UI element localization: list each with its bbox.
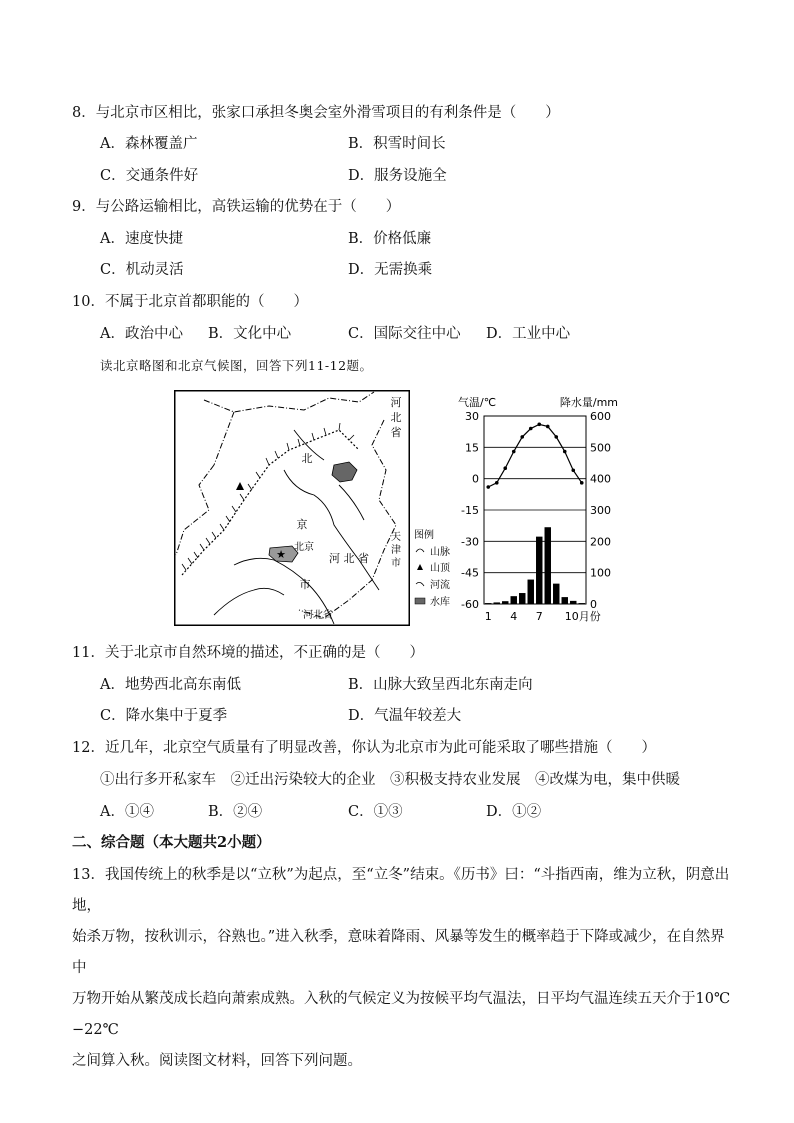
legend-river: 河流	[430, 580, 450, 591]
question-11-stem: 11．关于北京市自然环境的描述，不正确的是（ ）	[72, 645, 424, 661]
temp-point	[546, 425, 550, 429]
precip-bar	[579, 603, 585, 604]
precip-bar	[502, 601, 508, 604]
q9-option-a[interactable]: A．速度快捷	[100, 231, 183, 247]
temp-point	[486, 485, 490, 489]
question-13-text	[72, 860, 732, 1077]
temp-point	[529, 427, 533, 431]
temp-point	[512, 450, 516, 454]
precip-bar	[545, 527, 551, 604]
question-9-stem: 9．与公路运输相比，高铁运输的优势在于（ ）	[72, 199, 401, 215]
map-label-he: 河	[390, 396, 402, 409]
capital-star-icon: ★	[276, 548, 286, 561]
temp-tick-label: 30	[465, 410, 479, 423]
map-label-jin: 津	[391, 545, 401, 556]
q11-option-d[interactable]: D．气温年较差大	[348, 708, 462, 724]
q12-measures: ①出行多开私家车 ②迁出污染较大的企业 ③积极支持农业发展 ④改煤为电，集中供暖	[100, 772, 680, 788]
q13-line-1: 13．我国传统上的秋季是以“立秋”为起点，至“立冬”结束。《历书》曰：“斗指西南，维为立秋，阴意出地，	[72, 867, 730, 914]
map-label-sheng-top: 省	[390, 426, 402, 439]
precip-bar	[553, 584, 559, 604]
temp-tick-label: -45	[461, 566, 479, 580]
map-label-hebei-mid: 河 北 省	[329, 552, 369, 565]
precip-bar	[562, 597, 568, 604]
section-2-heading: 二、综合题（本大题共2小题）	[72, 834, 271, 851]
temp-tick-label: 0	[472, 472, 479, 486]
x-tick-label: 1	[484, 610, 492, 623]
precip-tick-label: 500	[590, 441, 611, 455]
x-tick-label: 10月份	[564, 610, 601, 623]
temp-point	[495, 481, 499, 485]
legend-peak-icon	[417, 564, 423, 570]
river-icon	[416, 582, 424, 586]
q13-line-3: 万物开始从繁茂成长趋向萧索成熟。入秋的气候定义为按候平均气温法，日平均气温连续五天介于10℃−22℃	[72, 991, 731, 1038]
q8-option-a[interactable]: A．森林覆盖广	[100, 136, 198, 152]
x-tick-label: 7	[535, 610, 543, 623]
reservoir-icon	[415, 598, 425, 604]
temp-point	[571, 469, 575, 473]
precip-bar	[519, 593, 525, 604]
precip-axis-label: 降水量/mm	[559, 396, 618, 409]
legend-mountain: 山脉	[430, 547, 450, 558]
legend-peak: 山顶	[430, 563, 450, 574]
precip-bar	[494, 602, 500, 604]
q8-option-c[interactable]: C．交通条件好	[100, 168, 199, 184]
map-label-tian: 天	[391, 532, 401, 543]
q10-option-a[interactable]: A．政治中心	[100, 326, 183, 342]
temp-point	[554, 435, 558, 439]
q11-option-b[interactable]: B．山脉大致呈西北东南走向	[348, 677, 533, 693]
x-tick-label: 4	[510, 610, 518, 623]
precip-tick-label: 300	[590, 504, 611, 517]
temp-point	[503, 466, 507, 470]
temp-tick-label: -60	[461, 598, 479, 611]
map-label-shi-tj: 市	[391, 558, 401, 569]
q12-option-b[interactable]: B．②④	[208, 804, 263, 820]
q9-option-d[interactable]: D．无需换乘	[348, 262, 433, 278]
precip-tick-label: 600	[590, 410, 611, 423]
precip-bar	[511, 596, 517, 604]
q10-option-b[interactable]: B．文化中心	[208, 326, 292, 342]
map-label-beijing: 北京	[294, 542, 314, 553]
map-label-shi: 市	[299, 578, 311, 591]
temp-tick-label: -15	[461, 504, 479, 517]
temp-tick-label: 15	[465, 441, 479, 455]
precip-tick-label: 100	[590, 566, 611, 580]
q10-option-d[interactable]: D．工业中心	[486, 326, 571, 342]
temp-point	[563, 450, 567, 454]
q8-option-d[interactable]: D．服务设施全	[348, 168, 447, 184]
q9-option-c[interactable]: C．机动灵活	[100, 262, 184, 278]
figure-intro: 读北京略图和北京气候图，回答下列11-12题。	[100, 358, 373, 373]
precip-bar	[536, 537, 542, 604]
precip-bar	[485, 603, 491, 604]
q13-line-2: 始杀万物，按秋训示，谷熟也。”进入秋季，意味着降雨、风暴等发生的概率趋于下降或减少，在自然界中	[72, 929, 725, 976]
q9-option-b[interactable]: B．价格低廉	[348, 231, 432, 247]
q11-option-c[interactable]: C．降水集中于夏季	[100, 708, 228, 724]
mountain-range-icon	[416, 549, 424, 552]
question-12-stem: 12．近几年，北京空气质量有了明显改善，你认为北京市为此可能采取了哪些措施（ ）	[72, 740, 656, 756]
q11-option-a[interactable]: A．地势西北高东南低	[100, 677, 241, 693]
q12-option-d[interactable]: D．①②	[486, 804, 542, 820]
q10-option-c[interactable]: C．国际交往中心	[348, 326, 461, 342]
temp-tick-label: -30	[461, 535, 479, 549]
q12-option-a[interactable]: A．①④	[100, 804, 154, 820]
map-label-bei-top: 北	[390, 411, 402, 424]
temp-point	[520, 435, 524, 439]
question-8-stem: 8．与北京市区相比，张家口承担冬奥会室外滑雪项目的有利条件是（ ）	[72, 105, 560, 121]
question-10-stem: 10．不属于北京首都职能的（ ）	[72, 294, 308, 310]
precip-tick-label: 0	[590, 598, 597, 611]
precip-tick-label: 200	[590, 535, 611, 549]
q8-option-b[interactable]: B．积雪时间长	[348, 136, 446, 152]
temp-line	[488, 424, 582, 487]
legend-title: 图例	[414, 530, 434, 541]
beijing-map	[174, 390, 450, 626]
q13-line-4: 之间算入秋。阅读图文材料，回答下列问题。	[72, 1053, 362, 1069]
map-label-bei: 北	[301, 452, 313, 465]
temp-point	[537, 423, 541, 427]
precip-bar	[570, 601, 576, 604]
map-label-hebei-bottom: 河北省	[303, 610, 333, 621]
q12-option-c[interactable]: C．①③	[348, 804, 403, 820]
climate-chart	[450, 388, 620, 628]
precip-tick-label: 400	[590, 472, 611, 486]
temp-axis-label: 气温/℃	[458, 396, 497, 409]
precip-bar	[528, 580, 534, 604]
map-label-jing: 京	[296, 518, 308, 531]
temp-point	[580, 481, 584, 485]
legend-reservoir: 水库	[430, 597, 450, 608]
